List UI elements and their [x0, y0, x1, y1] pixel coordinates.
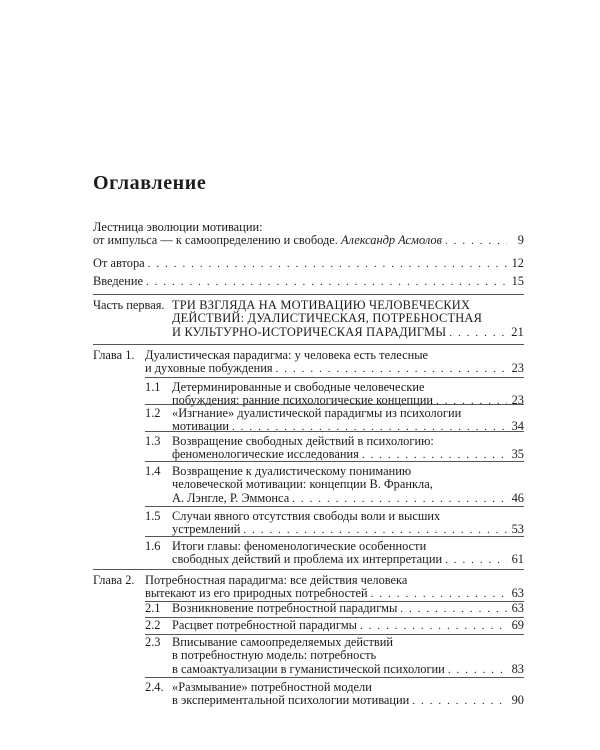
- section-number: 1.6: [145, 539, 161, 553]
- entry-line: Случаи явного отсутствия свободы воли и высших: [172, 509, 441, 523]
- entry-text: вытекают из его природных потребностей: [145, 586, 368, 601]
- entry-last-line: [172, 553, 524, 567]
- entry-last-line: [145, 362, 524, 376]
- entry-text: Возникновение потребностной парадигмы: [172, 601, 398, 615]
- entry-text: в экспериментальной психологии мотивации: [172, 693, 410, 708]
- toc-entry-chapter-2[interactable]: [145, 574, 524, 602]
- dot-leader: [400, 603, 507, 616]
- page-number: 9: [517, 233, 524, 248]
- entry-last-line: [172, 326, 524, 340]
- page-number: 61: [511, 552, 524, 567]
- entry-text: побуждения: ранние психологические концепции: [172, 393, 434, 408]
- entry-text: устремлений: [172, 522, 241, 537]
- entry-last-line: [93, 234, 524, 248]
- page-number: 21: [511, 324, 524, 339]
- dot-leader: [148, 258, 507, 271]
- dot-leader: [448, 664, 507, 677]
- entry-line: ТРИ ВЗГЛЯДА НА МОТИВАЦИЮ ЧЕЛОВЕЧЕСКИХ: [172, 298, 471, 312]
- page-number: 23: [511, 393, 524, 408]
- section-number: 2.3: [145, 635, 161, 649]
- page-number: 83: [511, 661, 524, 676]
- toc-entry-section-1-5[interactable]: [172, 510, 524, 538]
- toc-entry-section-2-4[interactable]: [172, 681, 524, 709]
- divider: [145, 506, 524, 507]
- toc-entry-foreword[interactable]: [93, 221, 524, 249]
- entry-line: в потребностную модель: потребность: [172, 648, 377, 663]
- page-number: 35: [511, 447, 524, 462]
- entry-line: «Размывание» потребностной модели: [172, 680, 372, 694]
- entry-line: человеческой мотивации: концепции В. Франкла,: [172, 477, 433, 492]
- toc-entry-introduction[interactable]: [93, 275, 524, 289]
- divider: [93, 294, 524, 295]
- divider: [145, 431, 524, 432]
- section-number: 1.5: [145, 509, 161, 523]
- page-number: 90: [511, 693, 524, 708]
- entry-last-line: [172, 663, 524, 677]
- entry-text: свободных действий и проблема их интерпретации: [172, 552, 443, 567]
- entry-line: ДЕЙСТВИЙ: ДУАЛИСТИЧЕСКАЯ, ПОТРЕБНОСТНАЯ: [172, 311, 483, 326]
- entry-line: Возвращение свободных действий в психологию:: [172, 434, 434, 448]
- page-number: 23: [511, 361, 524, 376]
- toc-entry-chapter-1[interactable]: [145, 349, 524, 377]
- dot-leader: [360, 620, 507, 633]
- chapter-label: Глава 2.: [93, 573, 135, 587]
- dot-leader: [276, 363, 507, 376]
- chapter-label: Глава 1.: [93, 348, 135, 362]
- dot-leader: [449, 327, 507, 340]
- entry-text: А. Лэнгле, Р. Эммонса: [172, 490, 290, 505]
- entry-last-line: [145, 587, 524, 601]
- section-number: 2.1: [145, 601, 161, 615]
- page-number: 53: [511, 522, 524, 537]
- entry-line: Лестница эволюции мотивации:: [93, 220, 263, 234]
- dot-leader: [445, 554, 507, 567]
- entry-text: феноменологические исследования: [172, 447, 359, 462]
- toc-entry-part-one[interactable]: [172, 299, 524, 340]
- entry-text: в самоактуализации в гуманистической психологии: [172, 661, 445, 676]
- toc-entry-section-2-2[interactable]: [172, 619, 524, 633]
- entry-last-line: [172, 492, 524, 506]
- toc-entry-section-2-3[interactable]: [172, 636, 524, 677]
- page-number: 63: [511, 586, 524, 601]
- entry-text: и духовные побуждения: [145, 361, 273, 376]
- divider: [145, 377, 524, 378]
- toc-entry-section-2-1[interactable]: [172, 602, 524, 616]
- page-number: 34: [511, 419, 524, 434]
- entry-last-line: [172, 619, 524, 633]
- dot-leader: [412, 695, 507, 708]
- entry-text: Введение: [93, 274, 143, 288]
- page-number: 15: [511, 274, 524, 288]
- divider: [145, 677, 524, 678]
- entry-line: Вписывание самоопределяемых действий: [172, 635, 394, 649]
- section-number: 1.3: [145, 434, 161, 448]
- page-number: 46: [511, 490, 524, 505]
- entry-author: Александр Асмолов: [340, 233, 442, 248]
- page-number: 12: [511, 256, 524, 270]
- dot-leader: [146, 276, 507, 289]
- toc-entry-from-author[interactable]: [93, 257, 524, 271]
- entry-last-line: [172, 694, 524, 708]
- entry-last-line: [93, 275, 524, 289]
- entry-line: Возвращение к дуалистическому пониманию: [172, 464, 412, 478]
- toc-entry-section-1-6[interactable]: [172, 540, 524, 568]
- section-number: 1.4: [145, 464, 161, 478]
- divider: [145, 536, 524, 537]
- entry-line: Дуалистическая парадигма: у человека есть телесные: [145, 348, 429, 362]
- entry-text: мотивации: [172, 419, 229, 434]
- toc-entry-section-1-4[interactable]: [172, 465, 524, 506]
- divider: [145, 404, 524, 405]
- toc-entry-section-1-3[interactable]: [172, 435, 524, 463]
- entry-last-line: [93, 257, 524, 271]
- divider: [93, 569, 524, 570]
- section-number: 2.2: [145, 618, 161, 632]
- entry-text: От автора: [93, 256, 145, 270]
- section-number: 1.1: [145, 380, 161, 394]
- entry-text: от импульса — к самоопределению и свободе. Александр Асмолов: [93, 233, 442, 248]
- dot-leader: [232, 421, 507, 434]
- dot-leader: [292, 493, 507, 506]
- entry-line: Потребностная парадигма: все действия человека: [145, 573, 408, 587]
- divider: [145, 461, 524, 462]
- entry-line: Итоги главы: феноменологические особенности: [172, 539, 427, 553]
- entry-text: Расцвет потребностной парадигмы: [172, 618, 357, 632]
- divider: [93, 344, 524, 345]
- entry-text: И КУЛЬТУРНО-ИСТОРИЧЕСКАЯ ПАРАДИГМЫ: [172, 324, 447, 339]
- dot-leader: [445, 235, 507, 248]
- dot-leader: [371, 588, 507, 601]
- entry-line: «Изгнание» дуалистической парадигмы из психологии: [172, 406, 462, 420]
- entry-line: Детерминированные и свободные человеческие: [172, 380, 425, 394]
- page-number: 69: [511, 618, 524, 632]
- part-label: Часть первая.: [93, 298, 165, 312]
- section-number: 2.4.: [145, 680, 164, 694]
- page-number: 63: [511, 601, 524, 615]
- page-title: Оглавление: [93, 172, 207, 194]
- entry-last-line: [172, 420, 524, 434]
- entry-last-line: [172, 602, 524, 616]
- section-number: 1.2: [145, 406, 161, 420]
